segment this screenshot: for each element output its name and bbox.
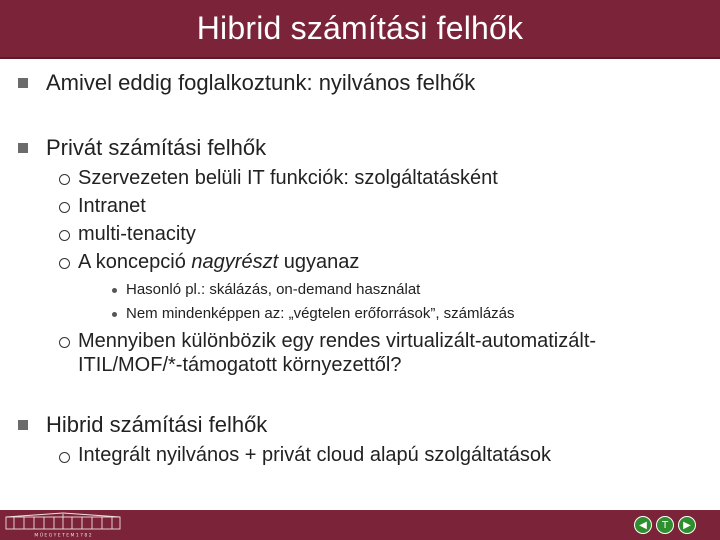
bullet-hybrid-clouds: Hibrid számítási felhők <box>46 412 268 437</box>
sub-bullet-concept <box>78 251 359 274</box>
concept-text-after: ugyanaz <box>278 251 360 273</box>
sub-bullet-difference-line2: ITIL/MOF/*-támogatott környezettől? <box>78 354 402 376</box>
university-logo <box>4 512 122 538</box>
sub-bullet-difference-line1: Mennyiben különbözik egy rendes virtualizált-automatizált- <box>78 330 597 352</box>
circle-bullet-icon <box>59 258 70 269</box>
circle-bullet-icon <box>59 337 70 348</box>
circle-bullet-icon <box>59 230 70 241</box>
sub-sub-bullet-similar: Hasonló pl.: skálázás, on-demand használat <box>126 281 421 298</box>
dot-bullet-icon <box>112 312 117 317</box>
circle-bullet-icon <box>59 202 70 213</box>
sub-bullet-integrated: Integrált nyilvános + privát cloud alapú szolgáltatások <box>78 444 552 466</box>
concept-text-emphasis: nagyrészt <box>191 251 279 273</box>
square-bullet-icon <box>18 420 28 430</box>
circle-bullet-icon <box>59 174 70 185</box>
forward-icon[interactable]: ▶ <box>678 516 696 534</box>
bullet-private-clouds: Privát számítási felhők <box>46 135 267 160</box>
sub-bullet-intranet: Intranet <box>78 195 146 217</box>
back-icon[interactable]: ◀ <box>634 516 652 534</box>
circle-bullet-icon <box>59 452 70 463</box>
slide-title: Hibrid számítási felhők <box>196 10 524 46</box>
sub-sub-bullet-not-necessarily: Nem mindenképpen az: „végtelen erőforrások”, számlázás <box>126 305 515 322</box>
logo-caption: M Ű E G Y E T E M 1 7 8 2 <box>34 533 92 538</box>
bullet-public-clouds: Amivel eddig foglalkoztunk: nyilvános felhők <box>46 70 476 95</box>
sub-bullet-multi-tenacity: multi-tenacity <box>78 223 196 245</box>
toc-icon[interactable]: T <box>656 516 674 534</box>
square-bullet-icon <box>18 143 28 153</box>
concept-text-before: A koncepció <box>78 251 192 273</box>
dot-bullet-icon <box>112 288 117 293</box>
sub-bullet-it-functions: Szervezeten belüli IT funkciók: szolgáltatásként <box>78 167 498 189</box>
square-bullet-icon <box>18 78 28 88</box>
footer-bar <box>0 510 720 540</box>
